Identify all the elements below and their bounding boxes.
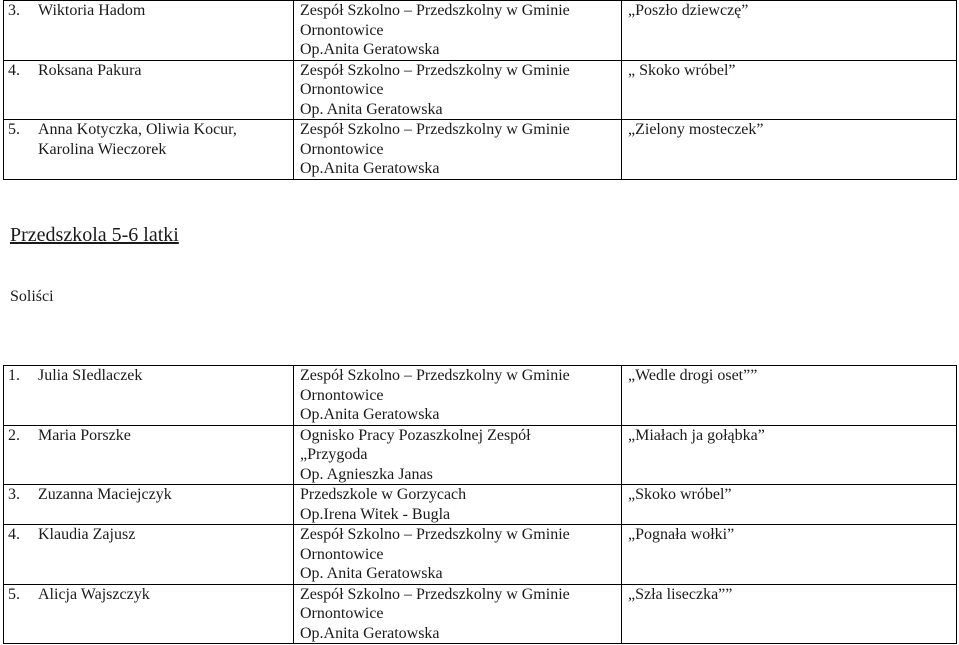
participant-name: Roksana Pakura	[38, 61, 142, 79]
school-town: Ornontowice	[300, 545, 384, 563]
teacher: Op.Anita Geratowska	[300, 406, 440, 423]
table-row	[4, 525, 957, 585]
teacher: Op. Agnieszka Janas	[300, 465, 433, 483]
teacher: Op.Anita Geratowska	[300, 41, 440, 58]
row-number: 4.	[8, 61, 20, 79]
participant-cell	[4, 584, 294, 644]
participant-cell	[4, 525, 294, 585]
row-number: 3.	[8, 2, 20, 19]
school-name: Przedszkole w Gorzycach	[300, 486, 467, 503]
song-cell	[622, 120, 957, 180]
school-town: Ornontowice	[300, 140, 384, 158]
participant-name: Karolina Wieczorek	[38, 140, 167, 158]
participant-name: Wiktoria Hadom	[38, 2, 146, 19]
participant-name: Maria Porszke	[38, 426, 131, 444]
song-cell	[622, 425, 957, 485]
song-title: „Poszło dziewczę”	[628, 2, 749, 19]
song-title: „Szła liseczka””	[628, 585, 733, 603]
participant-cell	[4, 366, 294, 426]
participant-cell	[4, 120, 294, 180]
school-cell	[294, 366, 622, 426]
school-cell	[294, 60, 622, 120]
section-heading: Przedszkola 5-6 latki	[10, 224, 179, 246]
school-cell	[294, 1, 622, 61]
teacher: Op. Anita Geratowska	[300, 100, 443, 118]
participant-cell	[4, 485, 294, 525]
song-title: „Zielony mosteczek”	[628, 121, 764, 138]
participant-name: Zuzanna Maciejczyk	[38, 486, 172, 503]
school-town: Ornontowice	[300, 21, 384, 39]
participant-cell	[4, 60, 294, 120]
row-number: 3.	[8, 486, 20, 503]
song-cell	[622, 366, 957, 426]
school-town: Ornontowice	[300, 81, 384, 98]
teacher: Op. Anita Geratowska	[300, 565, 443, 582]
table-row	[4, 584, 957, 644]
song-cell	[622, 584, 957, 644]
school-town: Ornontowice	[300, 605, 384, 622]
participant-name: Alicja Wajszczyk	[38, 585, 150, 603]
table-row	[4, 120, 957, 180]
song-cell	[622, 60, 957, 120]
school-cell	[294, 425, 622, 485]
school-town: Ornontowice	[300, 386, 384, 404]
school-name: Zespół Szkolno – Przedszkolny w Gminie	[300, 61, 570, 79]
participant-name: Klaudia Zajusz	[38, 526, 136, 543]
song-cell	[622, 485, 957, 525]
participant-cell	[4, 1, 294, 61]
school-name: Zespół Szkolno – Przedszkolny w Gminie	[300, 121, 570, 138]
song-title: „Miałach ja gołąbka”	[628, 426, 765, 444]
subsection-heading: Soliści	[10, 288, 54, 305]
school-name: Ognisko Pracy Pozaszkolnej Zespół	[300, 426, 531, 444]
school-group: „Przygoda	[300, 446, 368, 463]
school-name: Zespół Szkolno – Przedszkolny w Gminie	[300, 585, 570, 603]
table-row	[4, 485, 957, 525]
table-row	[4, 1, 957, 61]
school-name: Zespół Szkolno – Przedszkolny w Gminie	[300, 367, 570, 384]
row-number: 5.	[8, 121, 20, 138]
teacher: Op.Anita Geratowska	[300, 624, 440, 642]
table-row	[4, 425, 957, 485]
table-group-2	[3, 365, 957, 644]
participant-cell	[4, 425, 294, 485]
table-group-1	[3, 0, 957, 180]
song-title: „Wedle drogi oset””	[628, 367, 758, 384]
school-name: Zespół Szkolno – Przedszkolny w Gminie	[300, 2, 570, 19]
teacher: Op.Irena Witek - Bugla	[300, 505, 451, 523]
participant-name: Anna Kotyczka, Oliwia Kocur,	[38, 121, 237, 138]
song-cell	[622, 525, 957, 585]
school-cell	[294, 485, 622, 525]
row-number: 5.	[8, 585, 20, 603]
table-row	[4, 60, 957, 120]
school-cell	[294, 584, 622, 644]
song-title: „Skoko wróbel”	[628, 486, 732, 503]
row-number: 1.	[8, 367, 20, 384]
table-row	[4, 366, 957, 426]
teacher: Op.Anita Geratowska	[300, 160, 440, 177]
song-title: „ Skoko wróbel”	[628, 61, 736, 79]
school-cell	[294, 120, 622, 180]
school-name: Zespół Szkolno – Przedszkolny w Gminie	[300, 526, 570, 543]
row-number: 4.	[8, 526, 20, 543]
song-title: „Pognała wołki”	[628, 526, 735, 543]
row-number: 2.	[8, 426, 20, 444]
participant-name: Julia SIedlaczek	[38, 367, 143, 384]
song-cell	[622, 1, 957, 61]
school-cell	[294, 525, 622, 585]
